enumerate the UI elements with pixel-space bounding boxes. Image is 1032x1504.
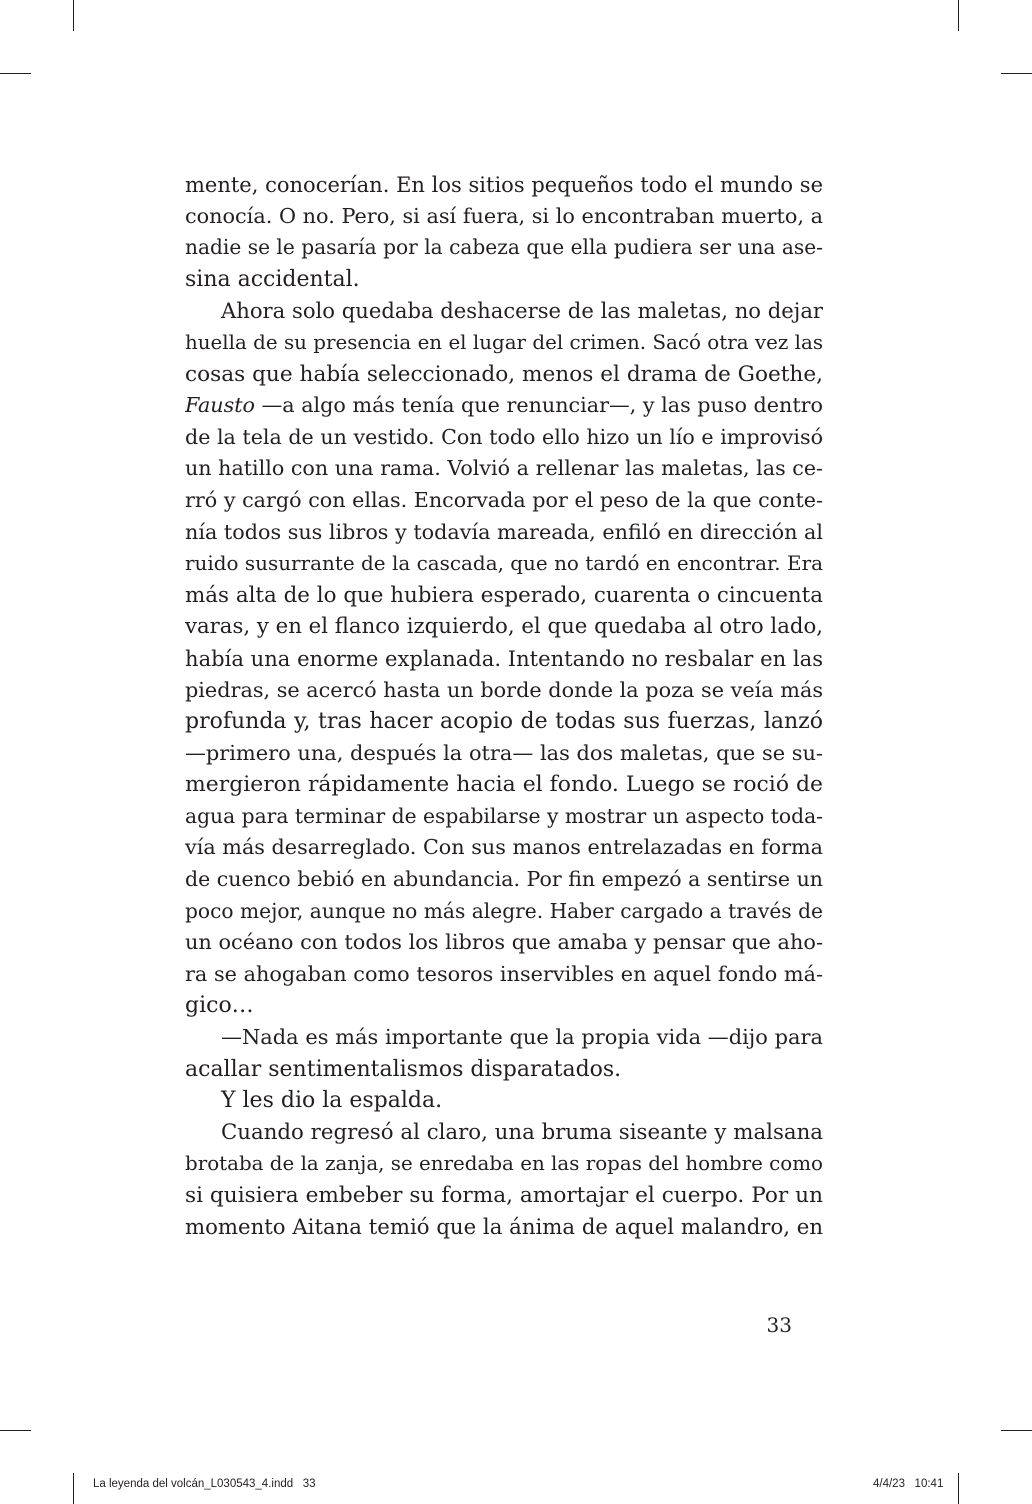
crop-mark-bottom-left <box>73 1473 74 1504</box>
text-line: ruido susurrante de la cascada, que no tardó en encontrar. Era <box>185 551 823 576</box>
text-line: conocía. O no. Pero, si así fuera, si lo encontraban muerto, a <box>185 203 823 228</box>
text-line: varas, y en el flanco izquierdo, el que quedaba al otro lado, <box>185 614 823 640</box>
crop-mark-bottom-right <box>958 1473 959 1504</box>
body-text <box>185 169 823 1243</box>
text-line: Cuando regresó al claro, una bruma siseante y malsana <box>221 1119 823 1145</box>
text-line: mente, conocerían. En los sitios pequeños todo el mundo se <box>185 172 823 197</box>
crop-mark-right-top <box>1001 73 1032 74</box>
text-line: huella de su presencia en el lugar del crimen. Sacó otra vez las <box>185 330 823 354</box>
text-line: gico… <box>185 993 254 1019</box>
text-line: nía todos sus libros y todavía mareada, enfiló en dirección al <box>185 519 823 544</box>
text-line: ra se ahogaban como tesoros inservibles en aquel fondo má- <box>185 961 823 986</box>
text-line: nadie se le pasaría por la cabeza que ella pudiera ser una ase- <box>185 235 823 260</box>
text-line: momento Aitana temió que la ánima de aquel malandro, en <box>185 1214 823 1240</box>
text-line: si quisiera embeber su forma, amortajar el cuerpo. Por un <box>185 1183 823 1208</box>
text-line: —Nada es más importante que la propia vida —dijo para <box>221 1025 823 1050</box>
crop-mark-left-bottom <box>0 1430 31 1431</box>
crop-mark-left-top <box>0 73 31 74</box>
slug-date-info: 4/4/23 10:41 <box>873 1478 944 1490</box>
text-line: sina accidental. <box>185 266 360 292</box>
text-line: —primero una, después la otra— las dos maletas, que se su- <box>185 740 823 765</box>
text-line: Ahora solo quedaba deshacerse de las maletas, no dejar <box>221 298 823 324</box>
italic-title: Fausto <box>185 393 255 418</box>
text-line: agua para terminar de espabilarse y mostrar un aspecto toda- <box>185 803 823 828</box>
text-line: un hatillo con una rama. Volvió a rellenar las maletas, las ce- <box>185 456 823 481</box>
text-line: vía más desarreglado. Con sus manos entrelazadas en forma <box>185 835 823 860</box>
text-line: acallar sentimentalismos disparatados. <box>185 1056 622 1082</box>
crop-mark-right-bottom <box>1001 1430 1032 1431</box>
text-line: mergieron rápidamente hacia el fondo. Luego se roció de <box>185 772 823 798</box>
slug-file-info: La leyenda del volcán_L030543_4.indd 33 <box>93 1478 316 1490</box>
crop-mark-top-left <box>73 0 74 31</box>
text-line: rró y cargó con ellas. Encorvada por el peso de la que conte- <box>185 487 823 512</box>
text-line <box>185 390 823 422</box>
crop-mark-top-right <box>958 0 959 31</box>
text-line-rest: —a algo más tenía que renunciar—, y las puso dentro <box>255 393 823 418</box>
text-line: brotaba de la zanja, se enredaba en las ropas del hombre como <box>185 1152 823 1176</box>
text-line: poco mejor, aunque no más alegre. Haber cargado a través de <box>185 898 823 923</box>
text-line: había una enorme explanada. Intentando no resbalar en las <box>185 645 823 671</box>
text-line: un océano con todos los libros que amaba y pensar que aho- <box>185 930 823 955</box>
text-line: cosas que había seleccionado, menos el drama de Goethe, <box>185 361 823 387</box>
text-line: piedras, se acercó hasta un borde donde la poza se veía más <box>185 677 823 702</box>
text-line: de cuenco bebió en abundancia. Por fin empezó a sentirse un <box>185 867 823 892</box>
text-line: de la tela de un vestido. Con todo ello hizo un lío e improvisó <box>185 424 823 449</box>
text-line: más alta de lo que hubiera esperado, cuarenta o cincuenta <box>185 582 823 608</box>
text-line: profunda y, tras hacer acopio de todas sus fuerzas, lanzó <box>185 709 823 735</box>
text-line: Y les dio la espalda. <box>221 1088 443 1114</box>
page-number: 33 <box>766 1313 792 1337</box>
